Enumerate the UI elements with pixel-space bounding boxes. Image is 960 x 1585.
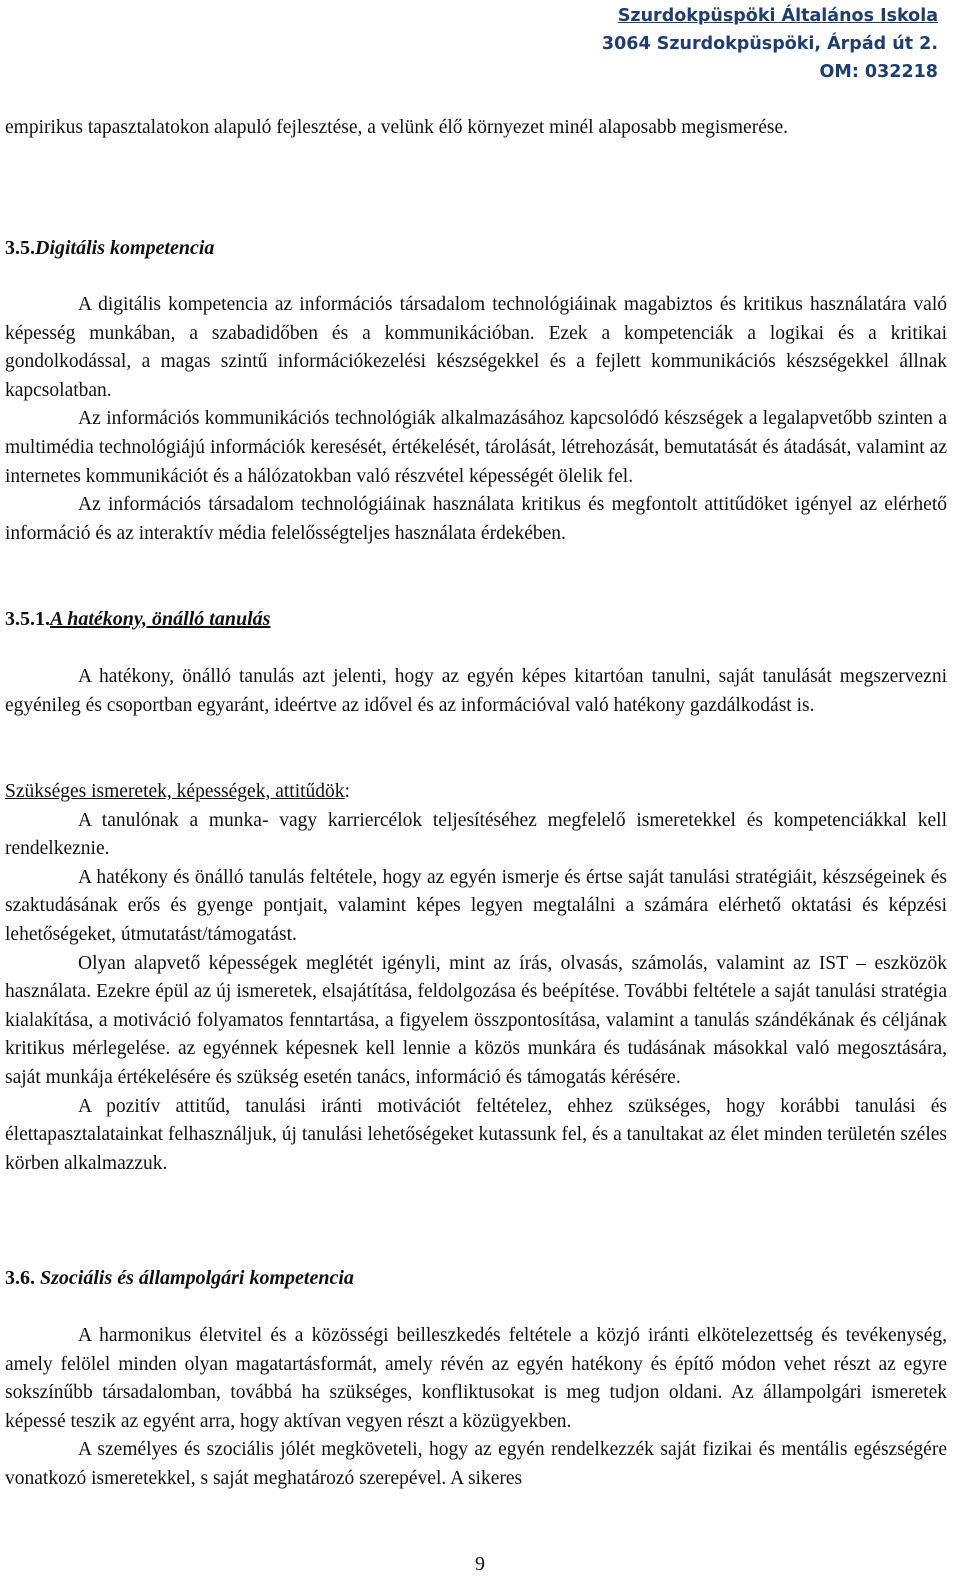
- paragraph: A hatékony, önálló tanulás azt jelenti, hogy az egyén képes kitartóan tanulni, saját tanulását megszervezni egyénileg és csoportban egyaránt, ideértve az idővel és az információval való hatékony gazdálkodást is.: [5, 666, 947, 716]
- paragraph: Az információs kommunikációs technológiák alkalmazásához kapcsolódó készségek a legalapvetőbb szinten a multimédia technológiájú információk keresését, értékelését, tárolását, létrehozását, bemutatását és átadását, valamint az internetes kommunikációt és a hálózatokban való részvétel képességét ölelik fel.: [5, 408, 947, 487]
- section-3-5-1-heading: [5, 605, 947, 634]
- paragraph: A személyes és szociális jólét megköveteli, hogy az egyén rendelkezzék saját fizikai és mentális egészségére vonatkozó ismeretekkel, s saját meghatározó szerepével. A sikeres: [5, 1439, 947, 1489]
- paragraph: Az információs társadalom technológiáinak használata kritikus és megfontolt attitűdöket igényel az elérhető információ és az interaktív média felelősségteljes használata érdekében.: [5, 494, 947, 544]
- section-title: Szociális és állampolgári kompetencia: [40, 1267, 354, 1289]
- intro-block: [5, 114, 947, 143]
- section-number: 3.5.1.: [5, 608, 50, 630]
- section-3-5-heading: [5, 234, 947, 263]
- section-number: 3.6.: [5, 1267, 35, 1289]
- paragraph: A hatékony és önálló tanulás feltétele, hogy az egyén ismerje és értse saját tanulási stratégiáit, készségeinek és szaktudásának erős és gyenge pontjait, valamint képes legyen megtalálni a számára elérhető oktatási és képzési lehetőségeket, útmutatást/támogatást.: [5, 866, 947, 945]
- section-3-5-1-body: [5, 778, 947, 1178]
- subheading-colon: :: [344, 781, 350, 802]
- section-3-6-heading: [5, 1264, 947, 1293]
- paragraph: A tanulónak a munka- vagy karriercélok teljesítéséhez megfelelő ismeretekkel és kompetenciákkal kell rendelkeznie.: [5, 809, 947, 860]
- intro-paragraph: empirikus tapasztalatokon alapuló fejlesztése, a velünk élő környezet minél alaposabb megismerése.: [5, 117, 788, 138]
- section-3-5-1-intro: [5, 663, 947, 720]
- section-title: Digitális kompetencia: [35, 237, 215, 259]
- section-title: A hatékony, önálló tanulás: [50, 608, 271, 630]
- page-number: 9: [475, 1553, 485, 1575]
- school-om-code: OM: 032218: [819, 62, 938, 82]
- paragraph: A harmonikus életvitel és a közösségi beilleszkedés feltétele a közjó iránti elkötelezettség és tevékenység, amely felölel minden olyan magatartásformát, amely révén az egyén hatékony és építő módon vehet részt az egyre sokszínűbb társadalomban, továbbá ha szükséges, konfliktusokat is meg tudjon oldani. Az állampolgári ismeretek képessé teszik az egyént arra, hogy aktívan vegyen részt a közügyekben.: [5, 1325, 947, 1432]
- section-3-5-body: [5, 291, 947, 548]
- paragraph: A pozitív attitűd, tanulási iránti motivációt feltételez, ehhez szükséges, hogy korábbi tanulási és élettapasztalatainkat felhasználjuk, új tanulási lehetőségeket kutassunk fel, és a tanultakat az élet minden területén széles körben alkalmazzuk.: [5, 1095, 947, 1174]
- school-address: 3064 Szurdokpüspöki, Árpád út 2.: [601, 34, 938, 54]
- section-number: 3.5.: [5, 237, 35, 259]
- section-3-6-body: [5, 1322, 947, 1494]
- school-header: [602, 2, 938, 86]
- subheading: Szükséges ismeretek, képességek, attitűdök: [5, 781, 345, 802]
- paragraph: Olyan alapvető képességek meglétét igényli, mint az írás, olvasás, számolás, valamint az IST – eszközök használata. Ezekre épül az új ismeretek, elsajátítása, feldolgozása és beépítése. További feltétele a saját tanulási stratégia kialakítása, a motiváció folyamatos fenntartása, a figyelem összpontosítása, valamint a tanulás szándékának és céljának kritikus mérlegelése. az egyénnek képesnek kell lennie a közös munkára és tudásának másokkal való megosztására, saját munkája értékelésére és szükség esetén tanács, információ és támogatás kérésére.: [5, 952, 947, 1088]
- paragraph: A digitális kompetencia az információs társadalom technológiáinak magabiztos és kritikus használatára való képesség munkában, a szabadidőben és a kommunikációban. Ezek a kompetenciák a logikai és a kritikai gondolkodással, a magas szintű információkezelési készségekkel és a fejlett kommunikációs készségekkel állnak kapcsolatban.: [5, 294, 947, 401]
- school-name: Szurdokpüspöki Általános Iskola: [617, 6, 938, 26]
